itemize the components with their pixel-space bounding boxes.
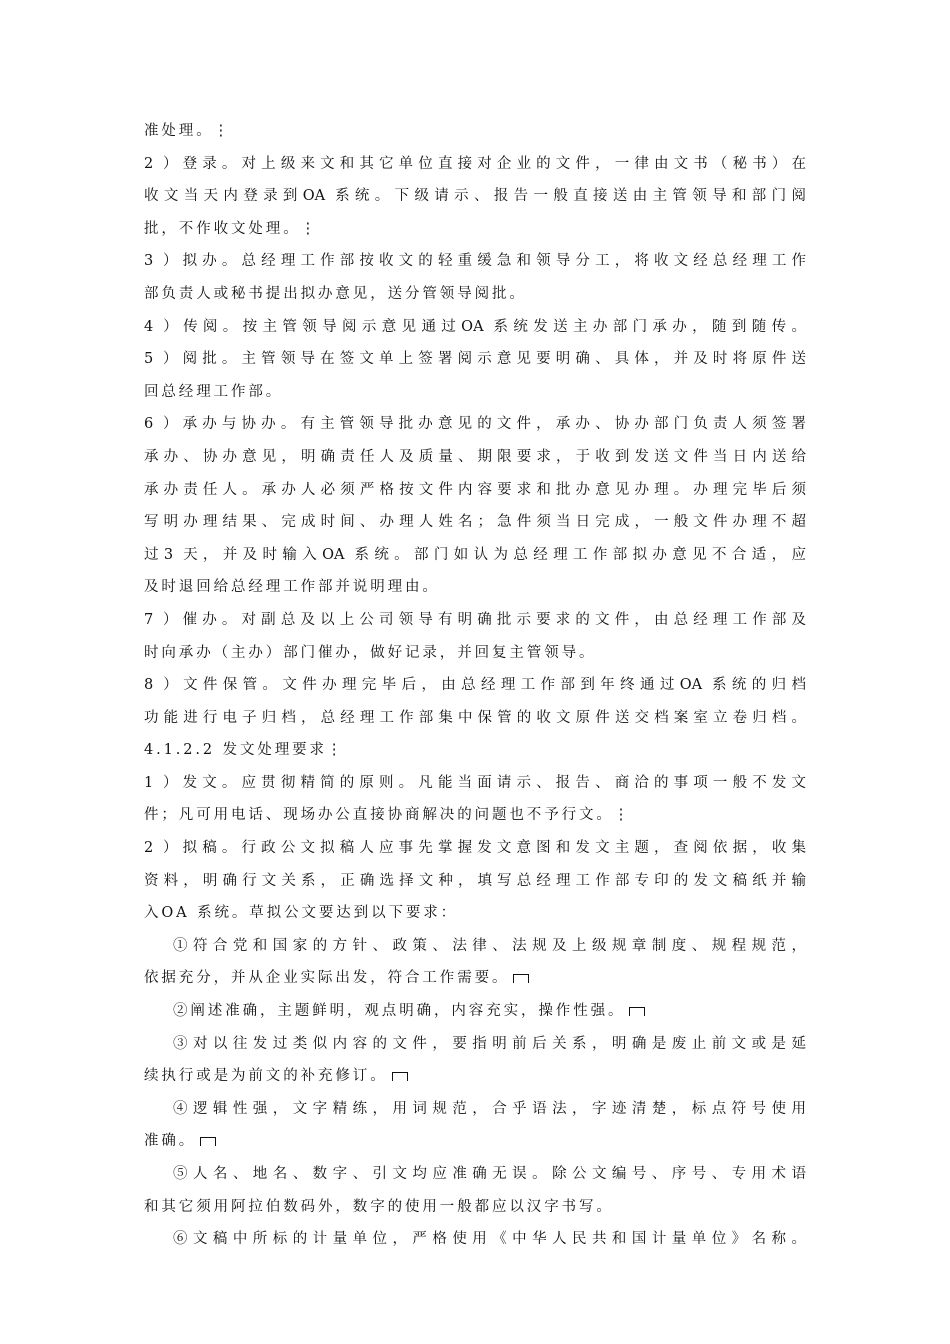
- line-text: 及时退回给总经理工作部并说明理由。: [144, 579, 440, 596]
- line-text: 5 ）阅批。主管领导在签文单上签署阅示意见要明确、具体，并及时将原件送: [144, 351, 806, 368]
- line-text: 承办、协办意见，明确责任人及质量、期限要求，于收到发送文件当日内送给: [144, 448, 806, 465]
- line-text: ⑥文稿中所标的计量单位，严格使用《中华人民共和国计量单位》名称。: [173, 1231, 806, 1248]
- line-text: 7 ）催办。对副总及以上公司领导有明确批示要求的文件，由总经理工作部及: [144, 611, 806, 628]
- text-line: [144, 1158, 806, 1191]
- text-line: [144, 539, 806, 572]
- line-text: 续执行或是为前文的补充修订。: [144, 1068, 388, 1085]
- line-text: 依据充分，并从企业实际出发，符合工作需要。: [144, 970, 510, 987]
- line-text: 件；凡可用电话、现场办公直接协商解决的问题也不予行文。⋮: [144, 807, 632, 824]
- line-text: 4.1.2.2 发文处理要求⋮: [144, 742, 345, 759]
- text-line: [144, 799, 806, 832]
- line-text: ②阐述准确，主题鲜明，观点明确，内容充实，操作性强。: [173, 1003, 626, 1020]
- paragraph-mark-icon: [392, 1072, 408, 1081]
- text-line: [144, 669, 806, 702]
- text-line: [144, 245, 806, 278]
- line-text: 4 ）传阅。按主管领导阅示意见通过OA 系统发送主办部门承办，随到随传。: [144, 318, 806, 335]
- text-line: [144, 1125, 806, 1158]
- line-text: 和其它须用阿拉伯数码外，数字的使用一般都应以汉字书写。: [144, 1198, 614, 1215]
- line-text: 入OA 系统。草拟公文要达到以下要求：: [144, 905, 459, 922]
- text-line: [144, 604, 806, 637]
- line-text: 准处理。⋮: [144, 123, 231, 139]
- line-text: 1 ）发文。应贯彻精简的原则。凡能当面请示、报告、商洽的事项一般不发文: [144, 774, 806, 791]
- line-text: 写明办理结果、完成时间、办理人姓名；急件须当日完成，一般文件办理不超: [144, 514, 806, 531]
- text-line: [144, 408, 806, 441]
- text-line: [144, 180, 806, 213]
- line-text: 时向承办（主办）部门催办，做好记录，并回复主管领导。: [144, 644, 597, 661]
- text-line: [144, 571, 806, 604]
- text-line: [144, 897, 806, 930]
- line-text: 资料，明确行文关系，正确选择文种，填写总经理工作部专印的发文稿纸并输: [144, 872, 806, 889]
- text-line: [144, 995, 806, 1028]
- line-text: ④逻辑性强，文字精练，用词规范，合乎语法，字迹清楚，标点符号使用: [173, 1100, 806, 1117]
- text-line: [144, 506, 806, 539]
- text-line: [144, 213, 806, 246]
- text-line: [144, 930, 806, 963]
- paragraph-mark-icon: [629, 1007, 645, 1016]
- line-text: 承办责任人。承办人必须严格按文件内容要求和批办意见办理。办理完毕后须: [144, 481, 806, 498]
- line-text: ①符合党和国家的方针、政策、法律、法规及上级规章制度、规程规范，: [173, 937, 806, 954]
- text-line: [144, 832, 806, 865]
- text-line: [144, 637, 806, 670]
- line-text: 8 ）文件保管。文件办理完毕后，由总经理工作部到年终通过OA 系统的归档: [144, 677, 806, 694]
- line-text: 2 ）拟稿。行政公文拟稿人应事先掌握发文意图和发文主题，查阅依据，收集: [144, 840, 806, 857]
- text-line: [144, 115, 806, 148]
- paragraph-mark-icon: [513, 974, 529, 983]
- line-text: 2 ）登录。对上级来文和其它单位直接对企业的文件，一律由文书（秘书）在: [144, 155, 806, 172]
- line-text: ⑤人名、地名、数字、引文均应准确无误。除公文编号、序号、专用术语: [173, 1166, 806, 1182]
- line-text: 过3 天，并及时输入OA 系统。部门如认为总经理工作部拟办意见不合适，应: [144, 546, 806, 563]
- text-line: [144, 1191, 806, 1224]
- text-line: [144, 1223, 806, 1256]
- document-page: [144, 115, 806, 1256]
- line-text: 收文当天内登录到OA 系统。下级请示、报告一般直接送由主管领导和部门阅: [144, 188, 806, 205]
- line-text: 3 ）拟办。总经理工作部按收文的轻重缓急和领导分工，将收文经总经理工作: [144, 253, 806, 270]
- line-text: 6 ）承办与协办。有主管领导批办意见的文件，承办、协办部门负责人须签署: [144, 416, 806, 433]
- paragraph-mark-icon: [200, 1137, 216, 1146]
- text-line: [144, 1028, 806, 1061]
- text-line: [144, 734, 806, 767]
- text-line: [144, 474, 806, 507]
- line-text: ③对以往发过类似内容的文件，要指明前后关系，明确是废止前文或是延: [173, 1035, 806, 1052]
- line-text: 准确。: [144, 1133, 197, 1150]
- text-line: [144, 865, 806, 898]
- text-line: [144, 767, 806, 800]
- line-text: 批，不作收文处理。⋮: [144, 220, 318, 237]
- text-line: [144, 278, 806, 311]
- line-text: 功能进行电子归档，总经理工作部集中保管的收文原件送交档案室立卷归档。: [144, 709, 806, 726]
- text-line: [144, 441, 806, 474]
- line-text: 部负责人或秘书提出拟办意见，送分管领导阅批。: [144, 285, 527, 302]
- text-line: [144, 1093, 806, 1126]
- line-text: 回总经理工作部。: [144, 383, 284, 400]
- text-line: [144, 148, 806, 181]
- text-line: [144, 343, 806, 376]
- text-line: [144, 962, 806, 995]
- text-line: [144, 1060, 806, 1093]
- text-line: [144, 702, 806, 735]
- text-line: [144, 376, 806, 409]
- text-line: [144, 311, 806, 344]
